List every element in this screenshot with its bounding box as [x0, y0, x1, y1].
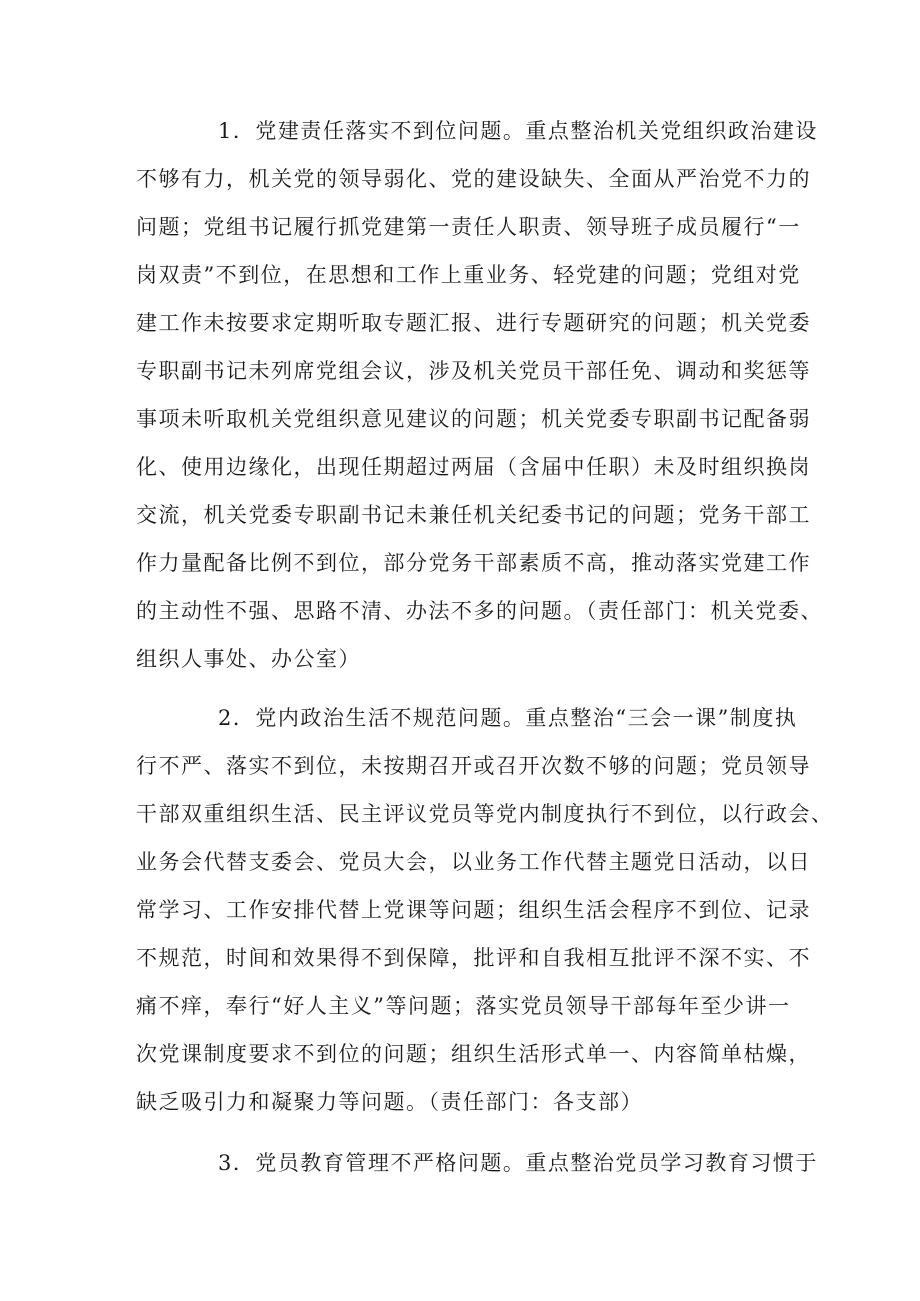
paragraph-line: 专职副书记未列席党组会议，涉及机关党员干部任免、调动和奖惩等 — [136, 359, 811, 383]
paragraph-line: 常学习、工作安排代替上党课等问题；组织生活会程序不到位、记录 — [136, 898, 811, 922]
paragraph-line: 岗双责”不到位，在思想和工作上重业务、轻党建的问题；党组对党 — [136, 263, 801, 287]
paragraph-line: 业务会代替支委会、党员大会，以业务工作代替主题党日活动，以日 — [136, 850, 811, 874]
paragraph-line: 的主动性不强、思路不清、办法不多的问题。（责任部门：机关党委、 — [136, 599, 823, 623]
paragraph-line: 不够有力，机关党的领导弱化、党的建设缺失、全面从严治党不力的 — [136, 167, 811, 191]
paragraph-line: 作力量配备比例不到位，部分党务干部素质不高，推动落实党建工作 — [136, 551, 811, 575]
paragraph-line: 组织人事处、办公室） — [136, 647, 361, 671]
paragraph-line: 不规范，时间和效果得不到保障，批评和自我相互批评不深不实、不 — [136, 946, 811, 970]
paragraph-line: 建工作未按要求定期听取专题汇报、进行专题研究的问题；机关党委 — [136, 311, 811, 335]
paragraph-line: 1．党建责任落实不到位问题。重点整治机关党组织政治建设 — [218, 119, 818, 143]
paragraph-line: 缺乏吸引力和凝聚力等问题。（责任部门：各支部） — [136, 1090, 643, 1114]
paragraph-line: 化、使用边缘化，出现任期超过两届（含届中任职）未及时组织换岗 — [136, 455, 811, 479]
paragraph-line: 事项未听取机关党组织意见建议的问题；机关党委专职副书记配备弱 — [136, 407, 811, 431]
paragraph-line: 2．党内政治生活不规范问题。重点整治“三会一课”制度执 — [218, 706, 798, 730]
paragraph-line: 次党课制度要求不到位的问题；组织生活形式单一、内容简单枯燥， — [136, 1042, 811, 1066]
paragraph-line: 干部双重组织生活、民主评议党员等党内制度执行不到位，以行政会、 — [136, 802, 834, 826]
paragraph-line: 交流，机关党委专职副书记未兼任机关纪委书记的问题；党务干部工 — [136, 503, 811, 527]
paragraph-line: 行不严、落实不到位，未按期召开或召开次数不够的问题；党员领导 — [136, 754, 811, 778]
paragraph-line: 痛不痒，奉行“好人主义”等问题；落实党员领导干部每年至少讲一 — [136, 994, 791, 1018]
paragraph-line: 3．党员教育管理不严格问题。重点整治党员学习教育习惯于 — [218, 1151, 818, 1175]
paragraph-line: 问题；党组书记履行抓党建第一责任人职责、领导班子成员履行“一 — [136, 215, 801, 239]
